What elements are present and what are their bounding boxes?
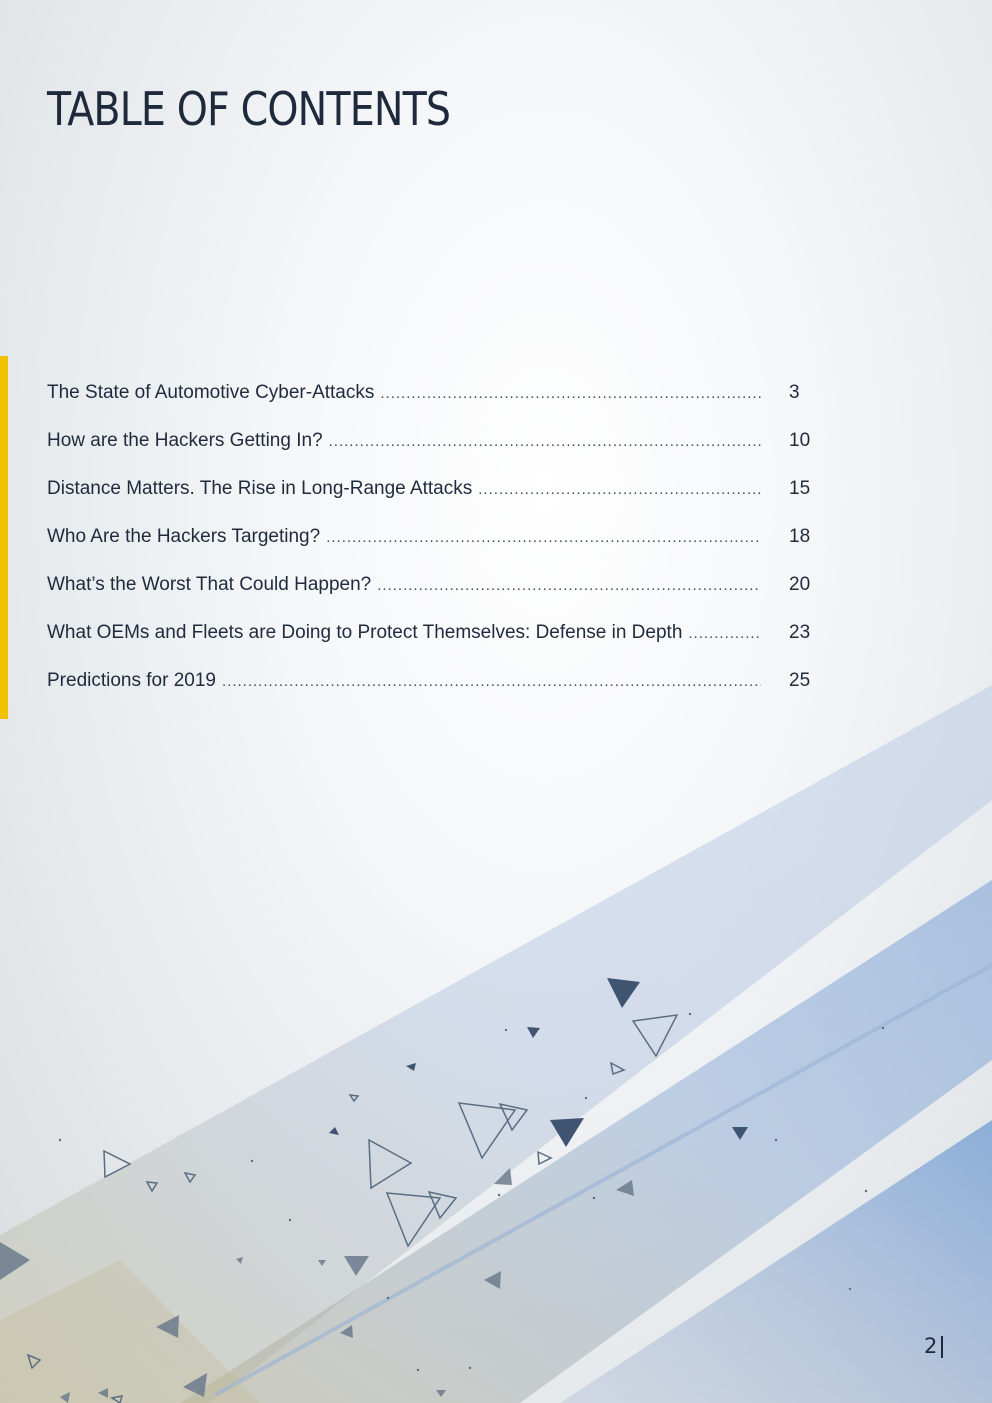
page-number: 2	[924, 1334, 938, 1358]
toc-entry-page: 23	[789, 622, 811, 643]
toc-entry-title: What’s the Worst That Could Happen?	[47, 574, 372, 595]
toc-entry-title: What OEMs and Fleets are Doing to Protect Themselves: Defense in Depth	[47, 622, 683, 643]
page-title: TABLE OF CONTENTS	[47, 82, 451, 136]
toc-entry[interactable]	[47, 474, 827, 522]
toc-entry-title: Predictions for 2019	[47, 670, 216, 691]
dot-leader	[688, 619, 761, 649]
page-number-divider	[941, 1336, 943, 1358]
toc-entry-title: How are the Hackers Getting In?	[47, 430, 323, 451]
dot-leader	[478, 475, 761, 505]
toc-entry-page: 3	[789, 382, 800, 403]
toc-entry[interactable]	[47, 426, 827, 474]
toc-entry[interactable]	[47, 522, 827, 570]
toc-entry-title: The State of Automotive Cyber-Attacks	[47, 382, 375, 403]
toc-entry[interactable]	[47, 666, 827, 714]
dot-leader	[222, 667, 761, 697]
accent-bar	[0, 356, 8, 719]
dot-leader	[326, 523, 761, 553]
toc-entry-title: Distance Matters. The Rise in Long-Range Attacks	[47, 478, 473, 499]
dot-leader	[329, 427, 761, 457]
toc-entry[interactable]	[47, 570, 827, 618]
toc-entry-page: 25	[789, 670, 811, 691]
table-of-contents	[47, 378, 827, 714]
dot-leader	[380, 379, 761, 409]
toc-entry[interactable]	[47, 378, 827, 426]
toc-entry[interactable]	[47, 618, 827, 666]
toc-entry-page: 18	[789, 526, 811, 547]
toc-entry-page: 10	[789, 430, 811, 451]
toc-entry-page: 20	[789, 574, 811, 595]
toc-entry-title: Who Are the Hackers Targeting?	[47, 526, 321, 547]
toc-entry-page: 15	[789, 478, 811, 499]
dot-leader	[377, 571, 761, 601]
